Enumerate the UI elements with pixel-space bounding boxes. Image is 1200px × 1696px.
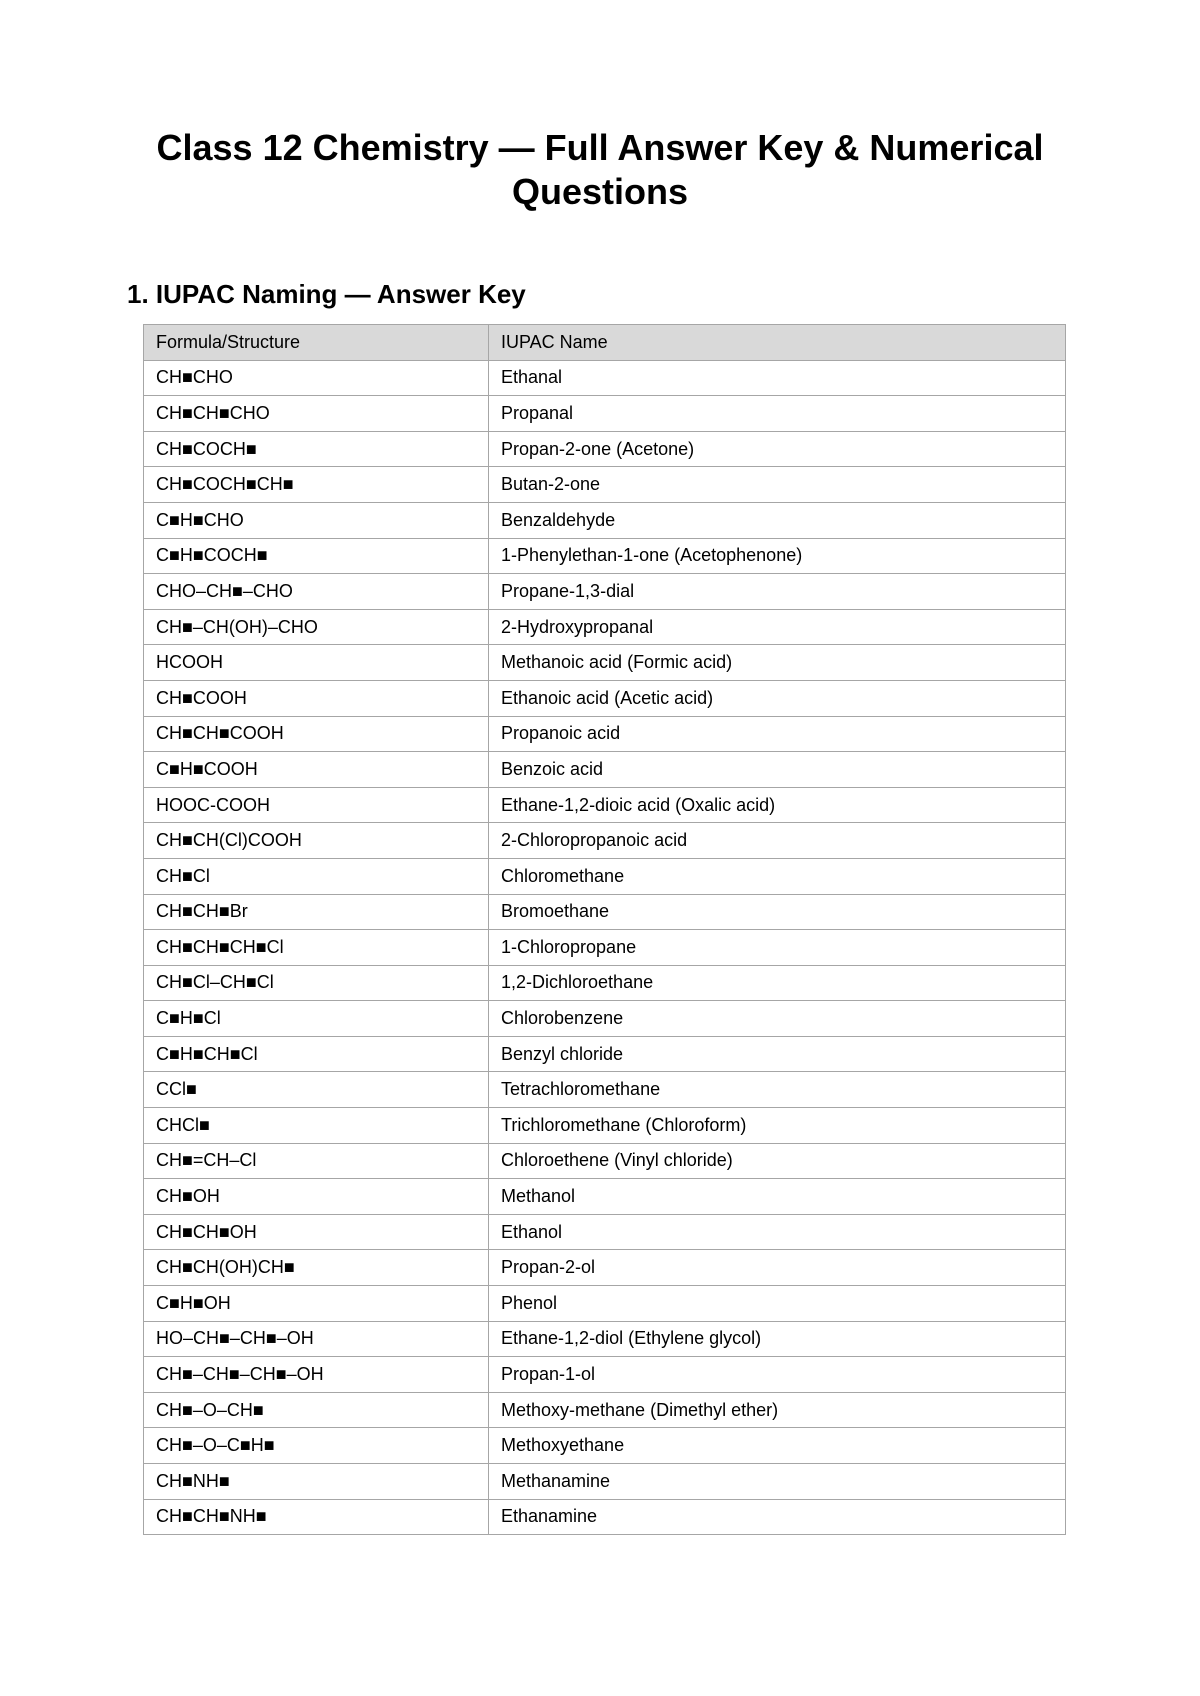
table-row (144, 894, 1066, 930)
iupac-name-cell: Methoxy-methane (Dimethyl ether) (489, 1392, 1066, 1428)
iupac-name-cell: 1-Chloropropane (489, 930, 1066, 966)
iupac-name-cell: Ethanamine (489, 1499, 1066, 1535)
iupac-name-cell: Propan-1-ol (489, 1357, 1066, 1393)
formula-cell: CH■–O–CH■ (144, 1392, 489, 1428)
iupac-name-cell: 1,2-Dichloroethane (489, 965, 1066, 1001)
table-row (144, 1499, 1066, 1535)
table-row (144, 787, 1066, 823)
formula-cell: CH■COCH■CH■ (144, 467, 489, 503)
formula-cell: CH■CH■COOH (144, 716, 489, 752)
table-body (144, 360, 1066, 1535)
formula-cell: CH■–CH(OH)–CHO (144, 609, 489, 645)
formula-cell: CH■Cl (144, 858, 489, 894)
iupac-name-cell: Methanoic acid (Formic acid) (489, 645, 1066, 681)
table-row (144, 1072, 1066, 1108)
table-row (144, 1108, 1066, 1144)
formula-cell: C■H■OH (144, 1286, 489, 1322)
table-row (144, 1392, 1066, 1428)
formula-cell: CH■CH■OH (144, 1214, 489, 1250)
formula-cell: C■H■Cl (144, 1001, 489, 1037)
iupac-name-cell: Ethane-1,2-dioic acid (Oxalic acid) (489, 787, 1066, 823)
column-header-iupac-name: IUPAC Name (489, 325, 1066, 361)
iupac-name-cell: Propane-1,3-dial (489, 574, 1066, 610)
formula-cell: C■H■COOH (144, 752, 489, 788)
table-row (144, 716, 1066, 752)
table-row (144, 645, 1066, 681)
formula-cell: CH■CH(Cl)COOH (144, 823, 489, 859)
iupac-name-cell: Propanoic acid (489, 716, 1066, 752)
formula-cell: CH■NH■ (144, 1464, 489, 1500)
table-row (144, 360, 1066, 396)
formula-cell: CH■CHO (144, 360, 489, 396)
table-row (144, 609, 1066, 645)
formula-cell: CH■=CH–Cl (144, 1143, 489, 1179)
iupac-name-cell: Tetrachloromethane (489, 1072, 1066, 1108)
formula-cell: CH■–CH■–CH■–OH (144, 1357, 489, 1393)
formula-cell: CH■COOH (144, 680, 489, 716)
iupac-name-cell: Chlorobenzene (489, 1001, 1066, 1037)
formula-cell: HO–CH■–CH■–OH (144, 1321, 489, 1357)
formula-cell: CH■Cl–CH■Cl (144, 965, 489, 1001)
table-row (144, 1286, 1066, 1322)
iupac-name-cell: Chloromethane (489, 858, 1066, 894)
iupac-name-cell: Butan-2-one (489, 467, 1066, 503)
page-title: Class 12 Chemistry — Full Answer Key & Numerical Questions (156, 127, 1044, 212)
table-row (144, 858, 1066, 894)
formula-cell: CHO–CH■–CHO (144, 574, 489, 610)
iupac-name-cell: Ethanal (489, 360, 1066, 396)
iupac-name-cell: Benzyl chloride (489, 1036, 1066, 1072)
iupac-name-cell: Ethanoic acid (Acetic acid) (489, 680, 1066, 716)
section-heading: 1. IUPAC Naming — Answer Key (127, 279, 526, 309)
formula-cell: CH■CH■NH■ (144, 1499, 489, 1535)
table-row (144, 1036, 1066, 1072)
table-row (144, 930, 1066, 966)
table-row (144, 574, 1066, 610)
table-row (144, 1464, 1066, 1500)
formula-cell: C■H■CHO (144, 502, 489, 538)
formula-cell: HCOOH (144, 645, 489, 681)
iupac-answer-table (143, 324, 1066, 1535)
table-row (144, 1428, 1066, 1464)
iupac-name-cell: Methanamine (489, 1464, 1066, 1500)
iupac-name-cell: Propan-2-ol (489, 1250, 1066, 1286)
formula-cell: CH■OH (144, 1179, 489, 1215)
iupac-name-cell: Propanal (489, 396, 1066, 432)
table-row (144, 823, 1066, 859)
iupac-name-cell: Benzaldehyde (489, 502, 1066, 538)
table-row (144, 1179, 1066, 1215)
formula-cell: CH■COCH■ (144, 431, 489, 467)
iupac-name-cell: Methanol (489, 1179, 1066, 1215)
iupac-name-cell: Ethane-1,2-diol (Ethylene glycol) (489, 1321, 1066, 1357)
formula-cell: CHCl■ (144, 1108, 489, 1144)
iupac-name-cell: 2-Chloropropanoic acid (489, 823, 1066, 859)
iupac-name-cell: Propan-2-one (Acetone) (489, 431, 1066, 467)
formula-cell: C■H■CH■Cl (144, 1036, 489, 1072)
table-row (144, 752, 1066, 788)
iupac-name-cell: 2-Hydroxypropanal (489, 609, 1066, 645)
formula-cell: CH■CH(OH)CH■ (144, 1250, 489, 1286)
formula-cell: HOOC-COOH (144, 787, 489, 823)
iupac-name-cell: Phenol (489, 1286, 1066, 1322)
formula-cell: CH■CH■CH■Cl (144, 930, 489, 966)
table-row (144, 1214, 1066, 1250)
table-row (144, 1357, 1066, 1393)
iupac-name-cell: Methoxyethane (489, 1428, 1066, 1464)
formula-cell: CH■–O–C■H■ (144, 1428, 489, 1464)
table-row (144, 1321, 1066, 1357)
table-header-row (144, 325, 1066, 361)
formula-cell: CCl■ (144, 1072, 489, 1108)
table-row (144, 680, 1066, 716)
formula-cell: C■H■COCH■ (144, 538, 489, 574)
iupac-name-cell: Benzoic acid (489, 752, 1066, 788)
table-row (144, 467, 1066, 503)
column-header-formula: Formula/Structure (144, 325, 489, 361)
table-row (144, 1001, 1066, 1037)
iupac-name-cell: Ethanol (489, 1214, 1066, 1250)
iupac-name-cell: 1-Phenylethan-1-one (Acetophenone) (489, 538, 1066, 574)
table-row (144, 431, 1066, 467)
table-row (144, 1143, 1066, 1179)
table-row (144, 502, 1066, 538)
iupac-name-cell: Chloroethene (Vinyl chloride) (489, 1143, 1066, 1179)
table-row (144, 965, 1066, 1001)
table-row (144, 538, 1066, 574)
formula-cell: CH■CH■Br (144, 894, 489, 930)
iupac-name-cell: Trichloromethane (Chloroform) (489, 1108, 1066, 1144)
iupac-name-cell: Bromoethane (489, 894, 1066, 930)
table-row (144, 1250, 1066, 1286)
table-row (144, 396, 1066, 432)
formula-cell: CH■CH■CHO (144, 396, 489, 432)
